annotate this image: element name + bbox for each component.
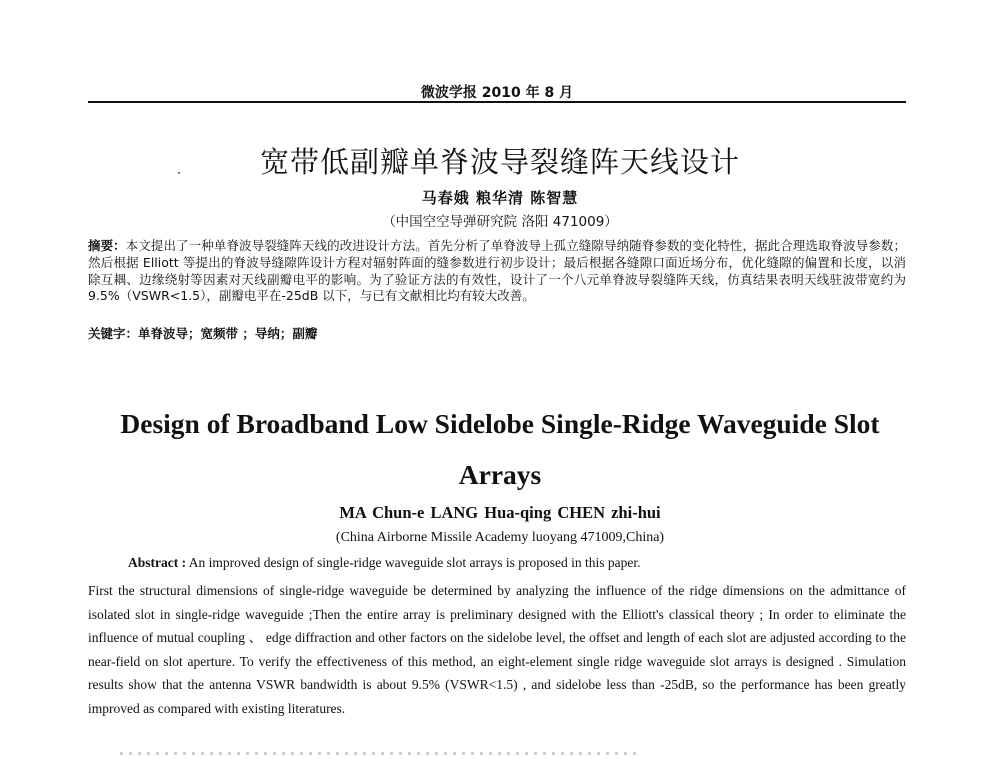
- english-abstract-intro: An improved design of single-ridge waveguide slot arrays is proposed in this paper.: [186, 555, 641, 570]
- english-authors: MA Chun-e LANG Hua-qing CHEN zhi-hui: [339, 503, 661, 522]
- chinese-abstract-text: 本文提出了一种单脊波导裂缝阵天线的改进设计方法。首先分析了单脊波导上孤立缝隙导纳随脊参数的变化特性，据此合理选取脊波导参数；然后根据 Elliott 等提出的脊波导缝隙阵设计方程对辐射阵面的缝参数进行初步设计；最后根据各缝隙口面近场分布，优化缝隙的偏置和长度，以消除互耦、边缘绕射等因素对天线副瓣电平的影响。为了验证方法的有效性，设计了一个八元单脊波导裂缝阵天线，仿真结果表明天线驻波带宽约为 9.5%（VSWR<1.5），副瓣电平在-25dB 以下，与已有文献相比均有较大改善。: [88, 238, 906, 304]
- english-abstract-body: First the structural dimensions of single-ridge waveguide be determined by analyzing the influence of the ridge dimensions on the admittance of isolated slot in single-ridge waveguide ;Then the entire array is preliminary designed with the Elliott's classical theory ; In order to eliminate the influence of mutual coupling 、 edge diffraction and other factors on the sidelobe level, the offset and length of each slot are adjusted according to the near-field on slot aperture. To verify the effectiveness of this method, an eight-element single ridge waveguide slot arrays is designed . Simulation results show that the antenna VSWR bandwidth is about 9.5% (VSWR<1.5) , and sidelobe less than -25dB, so the performance has been greatly improved as compared with existing literatures.: [88, 583, 906, 716]
- chinese-abstract-label: 摘要：: [88, 238, 126, 253]
- chinese-keywords: 关键字：单脊波导；宽频带 ；导纳；副瓣: [88, 326, 318, 341]
- english-affiliation: (China Airborne Missile Academy luoyang 471009,China): [335, 530, 665, 545]
- chinese-affiliation: （中国空空导弹研究院 洛阳 471009）: [382, 214, 618, 230]
- cutoff-text-line: [120, 752, 640, 755]
- chinese-authors: 马春娥 粮华清 陈智慧: [421, 189, 579, 207]
- english-title-line-1: Design of Broadband Low Sidelobe Single-Ridge Waveguide Slot: [120, 408, 880, 439]
- english-abstract-first-line: [128, 555, 908, 571]
- journal-header: 微波学报 2010 年 8 月: [420, 85, 574, 101]
- header-rule: [88, 101, 906, 103]
- english-abstract-label: Abstract :: [128, 555, 187, 570]
- chinese-abstract: [88, 238, 906, 305]
- chinese-title: 宽带低副瓣单脊波导裂缝阵天线设计: [259, 145, 740, 179]
- english-title-line-2: Arrays: [458, 459, 542, 490]
